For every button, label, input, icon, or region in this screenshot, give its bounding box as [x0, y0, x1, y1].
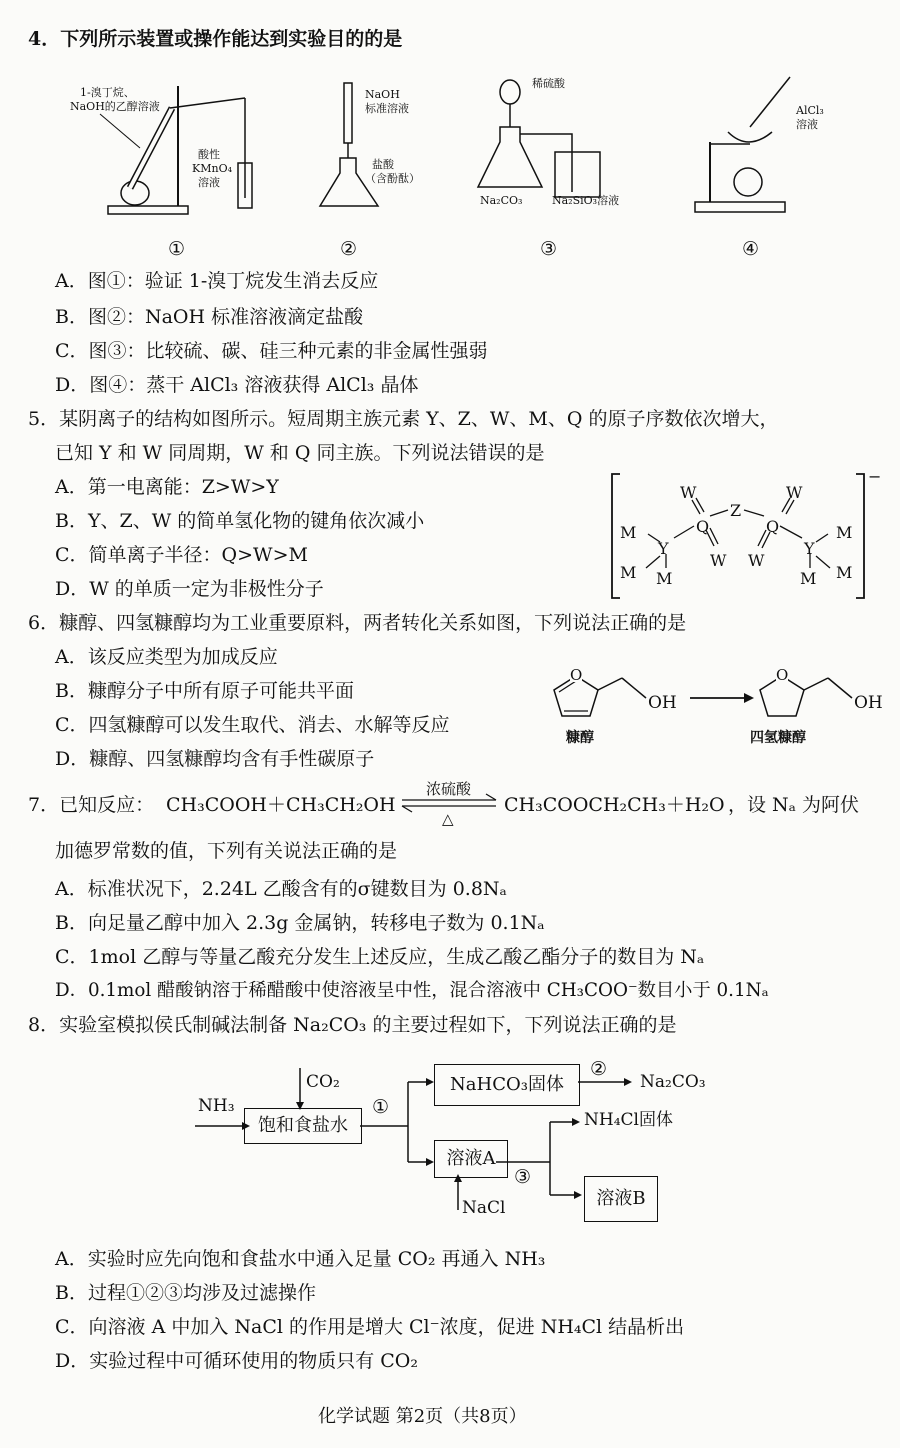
- q4-fig2-label-4: （含酚酞）: [365, 172, 420, 185]
- q4-option-d: D．图④：蒸干 AlCl₃ 溶液获得 AlCl₃ 晶体: [55, 374, 419, 396]
- q6-right-name: 四氢糠醇: [750, 730, 806, 746]
- q5-atom-m: M: [800, 569, 817, 588]
- q8-option-d: D．实验过程中可循环使用的物质只有 CO₂: [55, 1350, 419, 1372]
- q5-atom-w: W: [786, 483, 803, 502]
- q4-fig2-label-2: 标准溶液: [365, 102, 409, 115]
- q4-fig4-label-2: 溶液: [796, 118, 818, 131]
- q6-left-name: 糠醇: [566, 730, 594, 746]
- q6-left-oh: OH: [648, 693, 677, 713]
- q4-fig1-label-3: 酸性: [198, 148, 220, 161]
- q5-atom-w: W: [710, 551, 727, 570]
- q7-option-c: C．1mol 乙醇与等量乙酸充分发生上述反应，生成乙酸乙酯分子的数目为 Nₐ: [55, 946, 705, 968]
- q4-stem: 4．下列所示装置或操作能达到实验目的的是: [28, 28, 403, 50]
- q5-atom-q: Q: [696, 517, 710, 536]
- q5-option-b: B．Y、Z、W 的简单氢化物的键角依次减小: [55, 510, 425, 532]
- q5-option-d: D．W 的单质一定为非极性分子: [55, 578, 324, 600]
- q8-stem: 8．实验室模拟侯氏制碱法制备 Na₂CO₃ 的主要过程如下，下列说法正确的是: [28, 1014, 677, 1036]
- q7-condition-bottom: △: [442, 810, 454, 828]
- q6-option-b: B．糠醇分子中所有原子可能共平面: [55, 680, 354, 702]
- q4-option-c: C．图③：比较硫、碳、硅三种元素的非金属性强弱: [55, 340, 488, 362]
- q8-step-3: ③: [514, 1166, 532, 1188]
- q4-figure-1: [70, 78, 270, 228]
- q8-option-b: B．过程①②③均涉及过滤操作: [55, 1282, 316, 1304]
- page-footer: 化学试题 第2页（共8页）: [318, 1406, 527, 1427]
- q4-figure-2: [310, 78, 450, 228]
- q5-atom-w: W: [748, 551, 765, 570]
- q4-fig2-label-1: NaOH: [365, 88, 400, 101]
- q8-solution-b-box: 溶液B: [584, 1176, 658, 1222]
- q5-atom-m: M: [836, 563, 853, 582]
- q5-atom-w: W: [680, 483, 697, 502]
- q4-fig3-label-1: 稀硫酸: [532, 77, 565, 90]
- q4-fig4-label-1: AlCl₃: [796, 104, 824, 117]
- q5-anion-structure: [610, 467, 882, 602]
- q7-option-a: A．标准状况下，2.24L 乙酸含有的σ键数目为 0.8Nₐ: [55, 878, 507, 900]
- q6-option-d: D．糠醇、四氢糠醇均含有手性碳原子: [55, 748, 375, 770]
- q8-step-1: ①: [372, 1096, 390, 1118]
- q8-na2co3: Na₂CO₃: [640, 1072, 706, 1092]
- q5-atom-m: M: [620, 563, 637, 582]
- q6-stem: 6．糠醇、四氢糠醇均为工业重要原料，两者转化关系如图，下列说法正确的是: [28, 612, 687, 634]
- q5-atom-y: Y: [804, 539, 815, 558]
- q5-atom-m: M: [656, 569, 673, 588]
- q4-fig3-label-2: Na₂CO₃: [480, 194, 523, 207]
- q8-nh4cl: NH₄Cl固体: [584, 1110, 673, 1130]
- q6-right-oh: OH: [854, 693, 883, 713]
- q4-fig1-label-1: 1-溴丁烷、: [80, 86, 135, 99]
- q7-suffix: ，设 Nₐ 为阿伏: [728, 794, 860, 816]
- q4-figure-3: [480, 72, 640, 222]
- q4-fig1-label-2: NaOH的乙醇溶液: [70, 100, 160, 113]
- q7-option-d: D．0.1mol 醋酸钠溶于稀醋酸中使溶液呈中性，混合溶液中 CH₃COO⁻数目小于 0.1Nₐ: [55, 980, 769, 1001]
- q8-nahco3-box: NaHCO₃固体: [434, 1064, 580, 1106]
- q5-stem-line-1: 5．某阴离子的结构如图所示。短周期主族元素 Y、Z、W、M、Q 的原子序数依次增大，: [28, 408, 779, 430]
- q8-nh3: NH₃: [198, 1096, 235, 1116]
- q5-atom-z: Z: [730, 501, 742, 520]
- q5-atom-m: M: [836, 523, 853, 542]
- q6-option-a: A．该反应类型为加成反应: [55, 646, 278, 668]
- q8-nacl: NaCl: [462, 1198, 506, 1218]
- q4-fig3-number: ③: [540, 238, 558, 260]
- q7-equilibrium-arrow: [398, 780, 502, 826]
- q7-condition-top: 浓硫酸: [426, 780, 472, 798]
- q5-option-c: C．简单离子半径：Q>W>M: [55, 544, 308, 566]
- q8-step-2: ②: [590, 1058, 608, 1080]
- q8-option-a: A．实验时应先向饱和食盐水中通入足量 CO₂ 再通入 NH₃: [55, 1248, 546, 1270]
- q7-stem-line-2: 加德罗常数的值，下列有关说法正确的是: [55, 840, 398, 862]
- q4-fig1-label-4: KMnO₄: [192, 162, 232, 175]
- q4-fig3-label-3: Na₂SiO₃溶液: [552, 194, 620, 207]
- q4-fig2-number: ②: [340, 238, 358, 260]
- q4-figure-4: [690, 72, 850, 222]
- q5-option-a: A．第一电离能：Z>W>Y: [55, 476, 279, 498]
- q7-reactants: CH₃COOH＋CH₃CH₂OH: [166, 794, 396, 816]
- q6-reaction-scheme: [548, 648, 888, 748]
- q8-solution-a-box: 溶液A: [434, 1140, 508, 1178]
- q5-atom-q: Q: [766, 517, 780, 536]
- q4-option-b: B．图②：NaOH 标准溶液滴定盐酸: [55, 306, 364, 328]
- q4-fig1-label-5: 溶液: [198, 176, 220, 189]
- q8-option-c: C．向溶液 A 中加入 NaCl 的作用是增大 Cl⁻浓度，促进 NH₄Cl 结晶析出: [55, 1316, 685, 1338]
- q6-furan-o: O: [570, 666, 583, 684]
- q5-atom-m: M: [620, 523, 637, 542]
- q7-prefix: 7．已知反应：: [28, 794, 155, 816]
- q4-fig2-label-3: 盐酸: [372, 158, 394, 171]
- q4-option-a: A．图①：验证 1-溴丁烷发生消去反应: [55, 270, 379, 292]
- q6-option-c: C．四氢糠醇可以发生取代、消去、水解等反应: [55, 714, 450, 736]
- q7-products: CH₃COOCH₂CH₃＋H₂O: [504, 794, 725, 816]
- q5-charge: −: [868, 467, 882, 486]
- q4-fig1-number: ①: [168, 238, 186, 260]
- q4-fig4-number: ④: [742, 238, 760, 260]
- q8-brine-box: 饱和食盐水: [244, 1108, 362, 1144]
- q8-co2: CO₂: [306, 1072, 340, 1092]
- q5-atom-y: Y: [658, 539, 669, 558]
- q7-option-b: B．向足量乙醇中加入 2.3g 金属钠，转移电子数为 0.1Nₐ: [55, 912, 545, 934]
- q5-stem-line-2: 已知 Y 和 W 同周期，W 和 Q 同主族。下列说法错误的是: [55, 442, 545, 464]
- q6-thf-o: O: [776, 666, 789, 684]
